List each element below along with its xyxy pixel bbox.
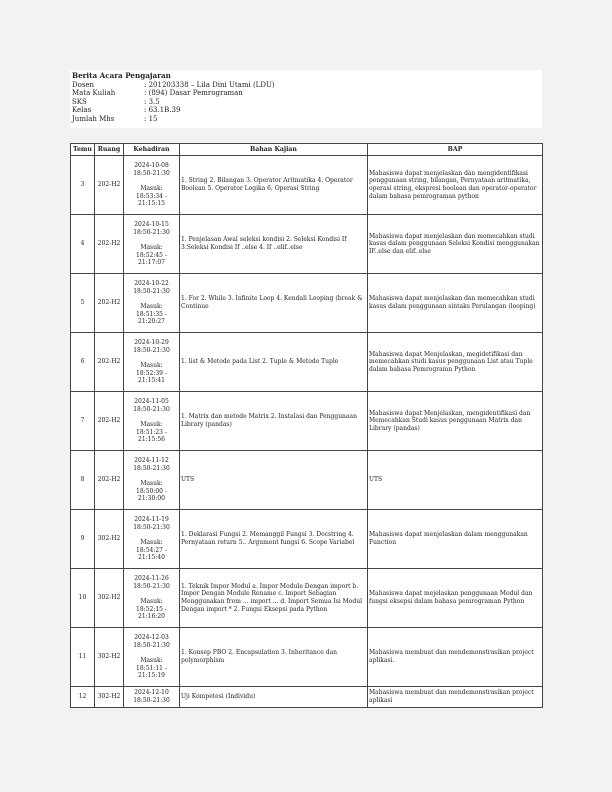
cell-bahan-kajian: 1. Matrix dan metode Matrix 2. Instalasi dan Penggunaan Library (pandas) <box>180 392 368 451</box>
keluar-time: 21:20:27 <box>138 318 165 326</box>
session-time: 18:50-21:30 <box>133 582 170 590</box>
cell-temu: 3 <box>71 156 95 215</box>
schedule-table <box>70 143 543 708</box>
header-field-label: Kelas <box>72 106 92 115</box>
masuk-label: Masuk: <box>140 480 163 487</box>
keluar-time: 21:15:19 <box>138 672 165 680</box>
masuk-label: Masuk: <box>140 421 163 428</box>
session-date: 2024-11-26 <box>134 575 169 583</box>
cell-ruang: 202-H2 <box>95 274 124 333</box>
masuk-time: 18:51:23 - <box>136 428 167 436</box>
session-date: 2024-10-29 <box>134 339 169 347</box>
session-date: 2024-11-19 <box>134 516 169 524</box>
table-header-row <box>71 144 543 156</box>
masuk-time: 18:51:35 - <box>136 310 167 318</box>
table-row <box>71 274 543 333</box>
masuk-label: Masuk: <box>140 657 163 664</box>
session-time: 18:50-21:30 <box>133 169 170 177</box>
masuk-label: Masuk: <box>140 244 163 251</box>
cell-kehadiran <box>124 569 180 628</box>
cell-temu: 11 <box>71 628 95 687</box>
cell-bap: Mahasiswa membuat dan mendemonstrasikan project aplikasi. <box>368 628 543 687</box>
keluar-time: 21:15:41 <box>138 377 165 385</box>
cell-bap: Mahasiswa dapat mejelaskan penggunaan Modul dan fungsi eksepsi dalam bahasa pemrograman Python <box>368 569 543 628</box>
header-field-mata-kuliah <box>72 89 542 98</box>
masuk-time: 18:52:15 - <box>136 605 167 613</box>
masuk-time: 18:51:11 - <box>136 664 167 672</box>
cell-temu: 7 <box>71 392 95 451</box>
masuk-time: 18:50:00 - <box>136 487 167 495</box>
session-date: 2024-10-08 <box>134 162 169 170</box>
cell-temu: 9 <box>71 510 95 569</box>
cell-temu: 12 <box>71 687 95 708</box>
header-field-value: : (894) Dasar Pemrograman <box>144 89 243 98</box>
keluar-time: 21:15:40 <box>138 554 165 562</box>
cell-bap: Mahasiswa dapat menjelaskan dan mengidentifikasi penggunaan string, bilangan, Pernyataan aritmatika, operasi string, ekspresi boolean dan operator-operator dalam bahasa pemrograman python <box>368 156 543 215</box>
masuk-label: Masuk: <box>140 362 163 369</box>
header-field-value: : 15 <box>144 114 158 123</box>
session-time: 18:50-21:30 <box>133 697 170 704</box>
session-date: 2024-10-22 <box>134 280 169 288</box>
cell-temu: 6 <box>71 333 95 392</box>
header-field-value: : 3.5 <box>144 97 160 106</box>
cell-bap: Mahasiswa dapat menjelaskan dan memecahkan studi kasus dalam penggunaan Seleksi Kondisi menggunakan IF..else dan elif..else <box>368 215 543 274</box>
header-field-jumlah-mhs <box>72 115 542 124</box>
cell-bap: UTS <box>368 451 543 510</box>
session-time: 18:50-21:30 <box>133 405 170 413</box>
table-row <box>71 628 543 687</box>
cell-kehadiran <box>124 510 180 569</box>
column-header-bap: BAP <box>368 144 543 156</box>
table-row <box>71 392 543 451</box>
cell-kehadiran <box>124 215 180 274</box>
cell-ruang: 302-H2 <box>95 628 124 687</box>
cell-bahan-kajian: 1. For 2. While 3. Infinite Loop 4. Kendali Looping (break & Continue <box>180 274 368 333</box>
header-field-label: Mata Kuliah <box>72 89 116 98</box>
cell-temu: 4 <box>71 215 95 274</box>
session-time: 18:50-21:30 <box>133 287 170 295</box>
cell-kehadiran <box>124 392 180 451</box>
cell-temu: 8 <box>71 451 95 510</box>
cell-ruang: 202-H2 <box>95 392 124 451</box>
session-time: 18:50-21:30 <box>133 464 170 472</box>
header-field-label: SKS <box>72 97 87 106</box>
cell-bahan-kajian: Uji Kompetesi (Individu) <box>180 687 368 708</box>
header-field-label: Jumlah Mhs <box>72 114 115 123</box>
cell-kehadiran <box>124 333 180 392</box>
table-row <box>71 569 543 628</box>
session-date: 2024-11-05 <box>134 398 169 406</box>
cell-ruang: 202-H2 <box>95 333 124 392</box>
cell-bahan-kajian: 1. Penjelasan Awal seleksi kondisi 2. Seleksi Kondisi If 3.Seleksi Kondisi If ..else 4. If ..elif..else <box>180 215 368 274</box>
table-row <box>71 687 543 708</box>
session-time: 18:50-21:30 <box>133 523 170 531</box>
column-header-bahan-kajian: Bahan Kajian <box>180 144 368 156</box>
column-header-ruang: Ruang <box>95 144 124 156</box>
column-header-temu: Temu <box>71 144 95 156</box>
cell-ruang: 202-H2 <box>95 156 124 215</box>
report-title: Berita Acara Pengajaran <box>72 71 171 80</box>
cell-kehadiran <box>124 628 180 687</box>
cell-ruang: 202-H2 <box>95 215 124 274</box>
header-field-value: : 201203338 – Lila Dini Utami (LDU) <box>144 80 275 89</box>
session-date: 2024-11-12 <box>134 457 169 465</box>
keluar-time: 21:15:15 <box>138 200 165 208</box>
cell-bap: Mahasiswa dapat Menjelaskan, megidetifikasi dan memecahkan studi kasus penggunaan List atau Tuple dalam bahasa Pemrogramn Python <box>368 333 543 392</box>
cell-kehadiran <box>124 687 180 708</box>
cell-ruang: 302-H2 <box>95 569 124 628</box>
cell-ruang: 302-H2 <box>95 687 124 708</box>
cell-bahan-kajian: UTS <box>180 451 368 510</box>
cell-bap: Mahasiswa dapat Menjelaskan, mengidentifikasi dan Memecahkan Studi kasus penggunaan Matrix dan Library (pandas) <box>368 392 543 451</box>
masuk-label: Masuk: <box>140 539 163 546</box>
header-field-dosen <box>72 81 542 90</box>
table-row <box>71 510 543 569</box>
cell-bap: Mahasiswa dapat menjelaskan dan memecahkan studi kasus dalam penggunaan sintaks Perulangan (looping) <box>368 274 543 333</box>
masuk-time: 18:54:27 - <box>136 546 167 554</box>
keluar-time: 21:30:00 <box>138 495 165 503</box>
session-date: 2024-12-03 <box>134 634 169 642</box>
table-row <box>71 156 543 215</box>
report-header <box>70 70 542 128</box>
header-field-value: : 63.1B.39 <box>144 106 181 115</box>
cell-bahan-kajian: 1. list & Metode pada List 2. Tuple & Metode Tuple <box>180 333 368 392</box>
masuk-time: 18:52:39 - <box>136 369 167 377</box>
cell-kehadiran <box>124 274 180 333</box>
table-row <box>71 451 543 510</box>
cell-bap: Mahasiswa dapat menjelaskan dalam menggunakan Function <box>368 510 543 569</box>
keluar-time: 21:17:07 <box>138 259 165 267</box>
cell-temu: 5 <box>71 274 95 333</box>
masuk-time: 18:52:45 - <box>136 251 167 259</box>
cell-ruang: 202-H2 <box>95 451 124 510</box>
cell-temu: 10 <box>71 569 95 628</box>
session-date: 2024-10-15 <box>134 221 169 229</box>
table-row <box>71 333 543 392</box>
cell-kehadiran <box>124 156 180 215</box>
masuk-label: Masuk: <box>140 598 163 605</box>
header-field-label: Dosen <box>72 80 95 89</box>
header-field-kelas <box>72 106 542 115</box>
masuk-label: Masuk: <box>140 185 163 192</box>
cell-kehadiran <box>124 451 180 510</box>
column-header-kehadiran: Kehadiran <box>124 144 180 156</box>
keluar-time: 21:15:56 <box>138 436 165 444</box>
cell-bap: Mahasiswa membuat dan mendemonstrasikan project aplikasi <box>368 687 543 708</box>
cell-bahan-kajian: 1. Konsep PBO 2. Encapsulation 3. Inheritance dan polymorphism <box>180 628 368 687</box>
session-time: 18:50-21:30 <box>133 641 170 649</box>
header-field-sks <box>72 98 542 107</box>
session-date: 2024-12-10 <box>134 689 169 697</box>
session-time: 18:50-21:30 <box>133 228 170 236</box>
cell-bahan-kajian: 1. Deklarasi Fungsi 2. Memanggil Fungsi 3. Docstring 4. Pernyataan return 5.. Argument fungsi 6. Scope Variabel <box>180 510 368 569</box>
masuk-label: Masuk: <box>140 303 163 310</box>
session-time: 18:50-21:30 <box>133 346 170 354</box>
masuk-time: 18:53:34 - <box>136 192 167 200</box>
table-row <box>71 215 543 274</box>
keluar-time: 21:16:20 <box>138 613 165 621</box>
cell-bahan-kajian: 1. String 2. Bilangan 3. Operator Aritmatika 4. Operator Boolean 5. Operator Logika 6. Operasi String <box>180 156 368 215</box>
cell-ruang: 302-H2 <box>95 510 124 569</box>
cell-bahan-kajian: 1. Teknik Impor Modul a. Impor Module Dengan import b. Impor Dengan Module Rename c. Import Sebagian Menggunakan from ... import ... d. Import Semua Isi Modul Dengan import * 2. Fungsi Eksepsi pada Python <box>180 569 368 628</box>
